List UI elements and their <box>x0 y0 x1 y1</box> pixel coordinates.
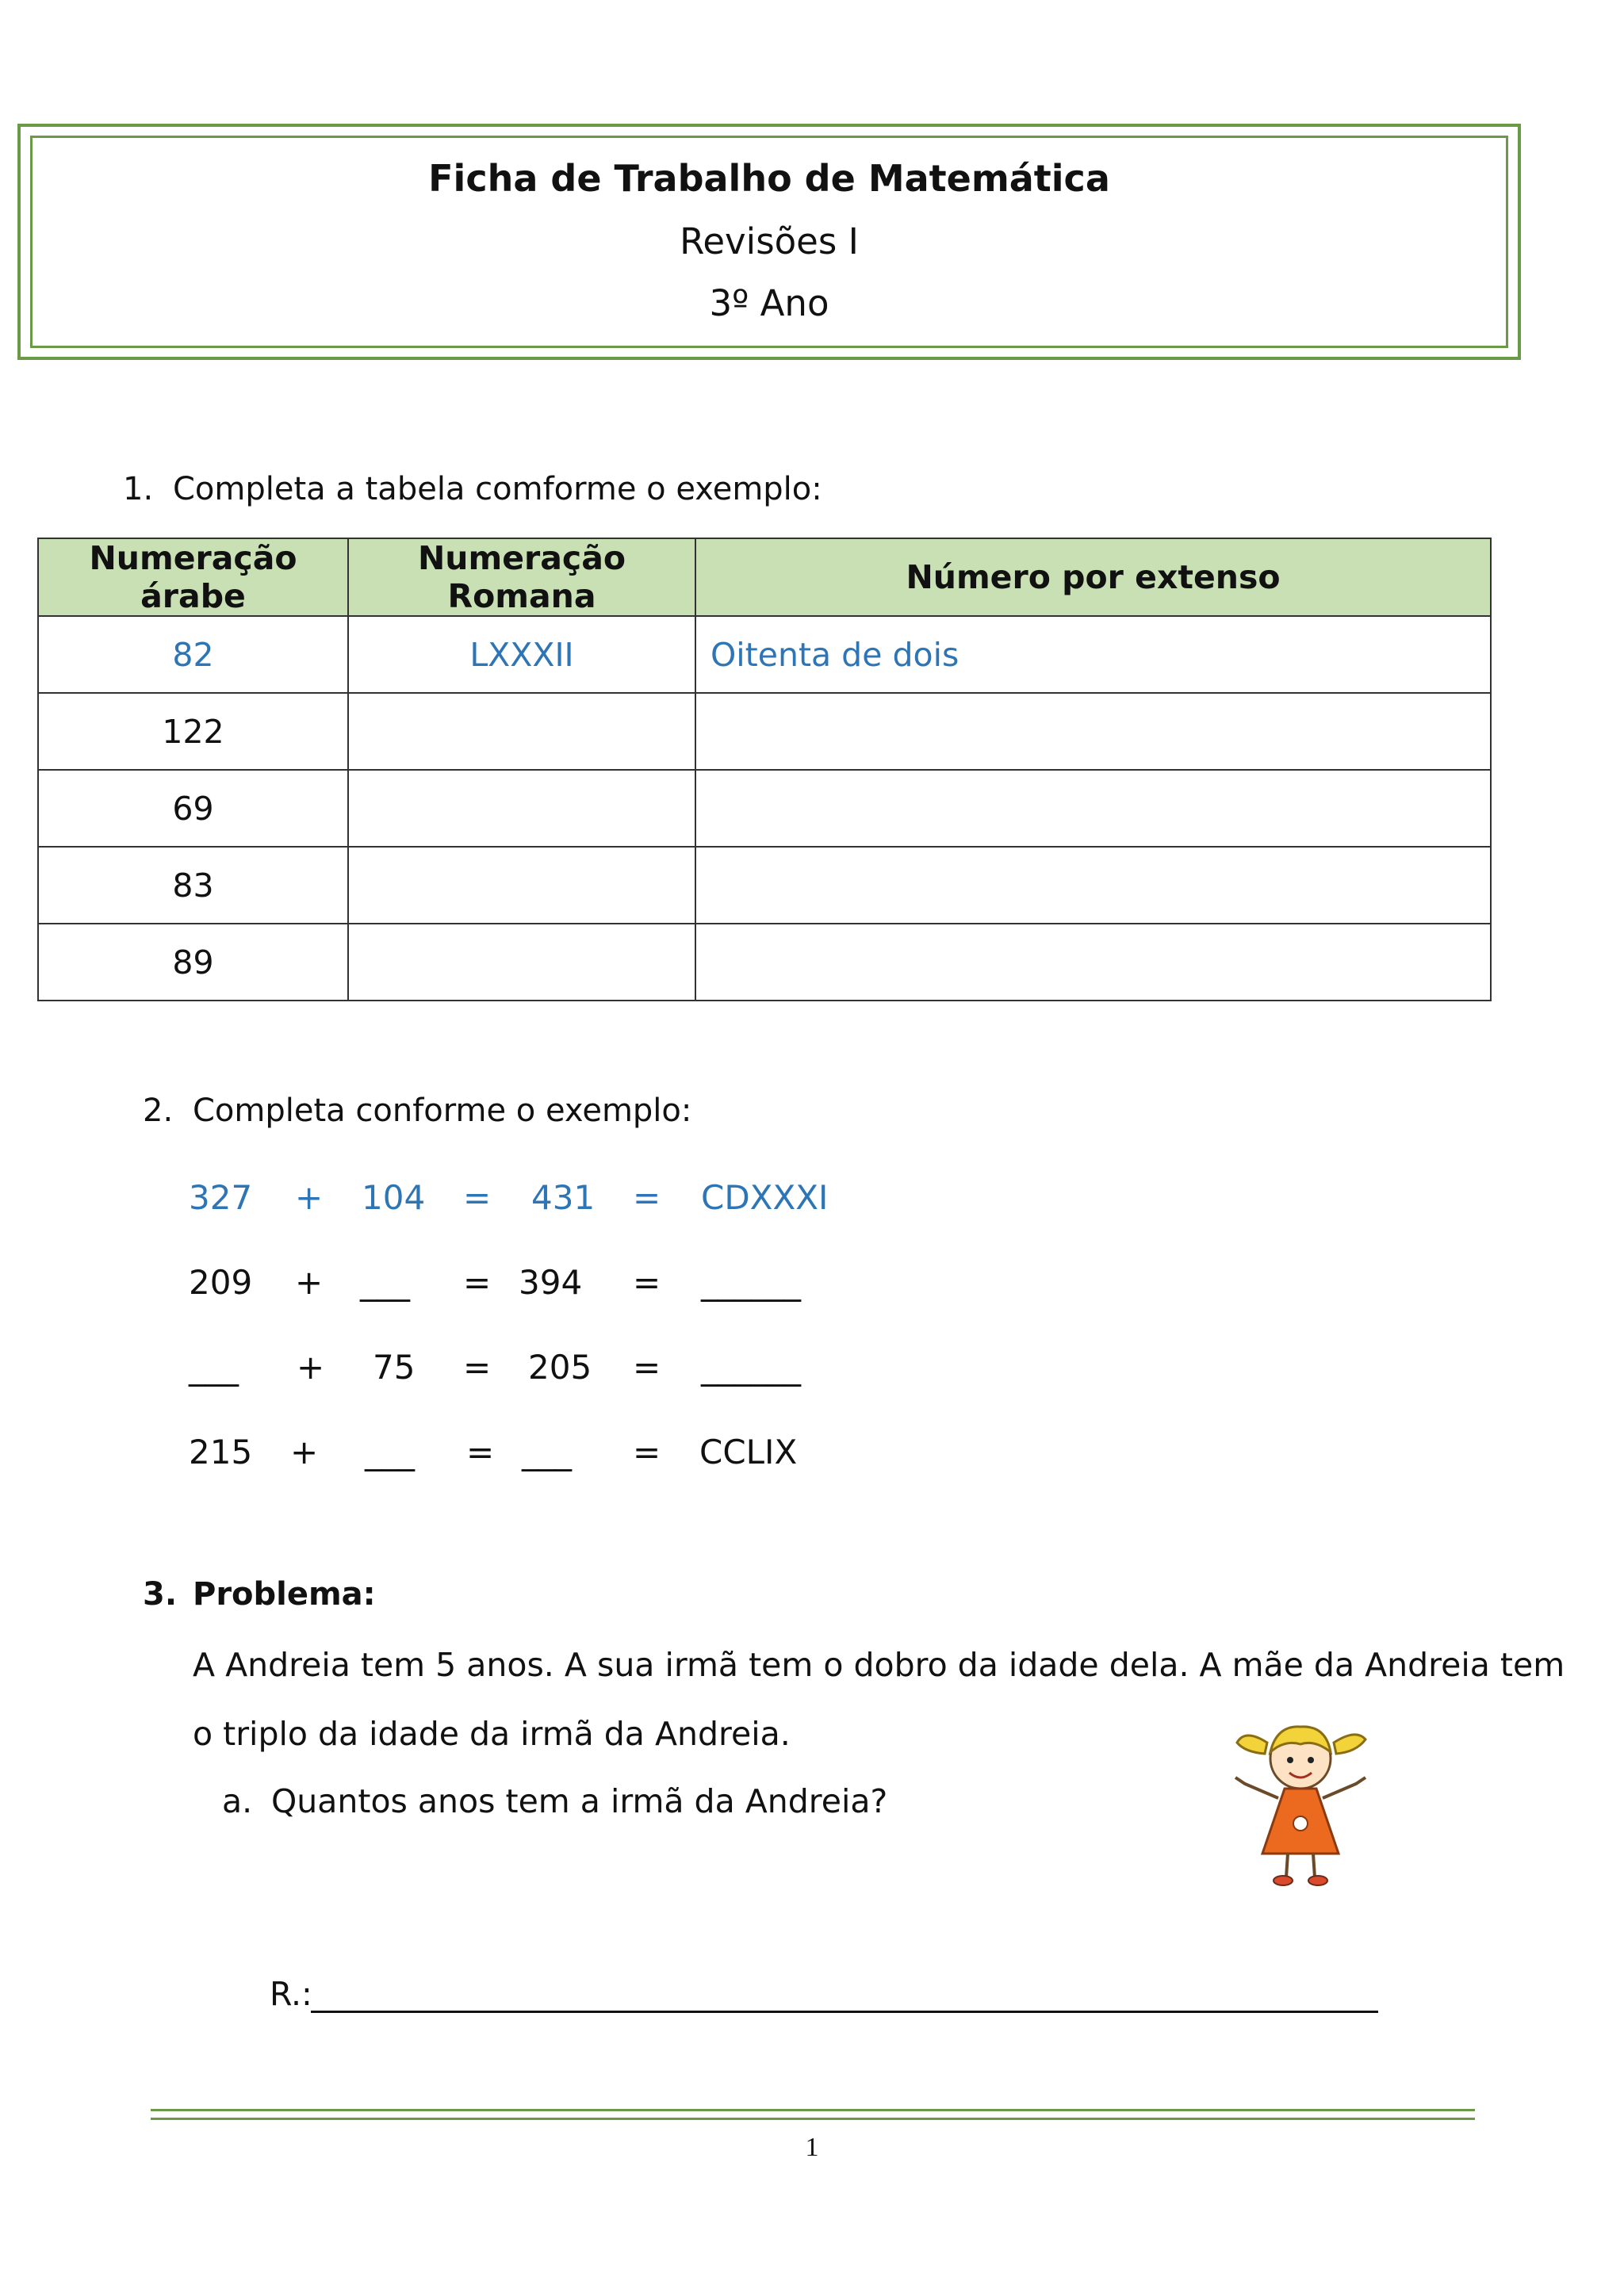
roman-cell[interactable] <box>348 770 695 847</box>
words-cell[interactable] <box>695 847 1491 924</box>
arabic-cell: 82 <box>38 616 348 693</box>
eq-roman-blank[interactable]: ______ <box>701 1348 801 1387</box>
eq-sum-blank[interactable]: ___ <box>522 1433 572 1471</box>
eq-term-a: 215 <box>189 1433 253 1471</box>
eq-plus: + <box>297 1348 325 1387</box>
problem-title: Problema: <box>193 1576 376 1613</box>
eq-term-b: 75 <box>373 1348 416 1387</box>
words-cell[interactable] <box>695 770 1491 847</box>
eq-equals: = <box>633 1263 661 1302</box>
eq-equals: = <box>463 1263 492 1302</box>
exercise1-number: 1. <box>123 471 154 507</box>
page-subtitle: Revisões I <box>680 220 859 262</box>
roman-cell: LXXXII <box>348 616 695 693</box>
eq-equals: = <box>633 1178 661 1217</box>
words-cell[interactable] <box>695 924 1491 1001</box>
eq-term-a: 209 <box>189 1263 253 1302</box>
eq-roman: CDXXXI <box>701 1178 829 1217</box>
answer-line[interactable] <box>311 2011 1378 2013</box>
numeration-table <box>37 538 1492 1001</box>
eq-sum: 394 <box>519 1263 583 1302</box>
footer-rule <box>151 2109 1475 2111</box>
column-header-roman: Numeração Romana <box>348 538 695 616</box>
eq-roman: CCLIX <box>699 1433 798 1471</box>
arabic-cell: 89 <box>38 924 348 1001</box>
problem-text-line2: o triplo da idade da irmã da Andreia. <box>193 1715 791 1753</box>
eq-equals: = <box>463 1348 492 1387</box>
roman-cell[interactable] <box>348 924 695 1001</box>
footer-rule <box>151 2118 1475 2120</box>
exercise2-instruction: Completa conforme o exemplo: <box>193 1093 692 1129</box>
page-number: 1 <box>805 2133 819 2162</box>
eq-plus: + <box>295 1178 324 1217</box>
arabic-cell: 69 <box>38 770 348 847</box>
eq-sum: 431 <box>531 1178 596 1217</box>
eq-equals: = <box>633 1433 661 1471</box>
table-row <box>38 770 1491 847</box>
eq-plus: + <box>290 1433 319 1471</box>
eq-term-a: 327 <box>189 1178 253 1217</box>
eq-equals: = <box>633 1348 661 1387</box>
eq-sum: 205 <box>528 1348 592 1387</box>
question-a: Quantos anos tem a irmã da Andreia? <box>271 1782 888 1820</box>
arabic-cell: 83 <box>38 847 348 924</box>
girl-illustration-icon <box>1221 1705 1380 1887</box>
arabic-cell: 122 <box>38 693 348 770</box>
exercise2-number: 2. <box>143 1093 174 1129</box>
exercise3-number: 3. <box>143 1576 178 1613</box>
table-row <box>38 847 1491 924</box>
roman-cell[interactable] <box>348 693 695 770</box>
problem-text-line1: A Andreia tem 5 anos. A sua irmã tem o dobro da idade dela. A mãe da Andreia tem <box>193 1646 1565 1684</box>
eq-term-b-blank[interactable]: ___ <box>365 1433 415 1471</box>
table-row <box>38 616 1491 693</box>
eq-roman-blank[interactable]: ______ <box>701 1263 801 1302</box>
table-header-row <box>38 538 1491 616</box>
table-row <box>38 693 1491 770</box>
words-cell[interactable] <box>695 693 1491 770</box>
eq-equals: = <box>466 1433 495 1471</box>
roman-cell[interactable] <box>348 847 695 924</box>
eq-term-a-blank[interactable]: ___ <box>189 1348 239 1387</box>
column-header-arabic: Numeração árabe <box>38 538 348 616</box>
question-a-label: a. <box>222 1782 253 1820</box>
exercise1-instruction: Completa a tabela comforme o exemplo: <box>173 471 822 507</box>
eq-term-b: 104 <box>362 1178 426 1217</box>
eq-plus: + <box>295 1263 324 1302</box>
words-cell: Oitenta de dois <box>695 616 1491 693</box>
column-header-words: Número por extenso <box>695 538 1491 616</box>
eq-equals: = <box>463 1178 492 1217</box>
grade-label: 3º Ano <box>709 282 829 324</box>
eq-term-b-blank[interactable]: ___ <box>360 1263 410 1302</box>
table-row <box>38 924 1491 1001</box>
page-title: Ficha de Trabalho de Matemática <box>428 157 1110 200</box>
answer-prefix: R.: <box>270 1975 312 2013</box>
